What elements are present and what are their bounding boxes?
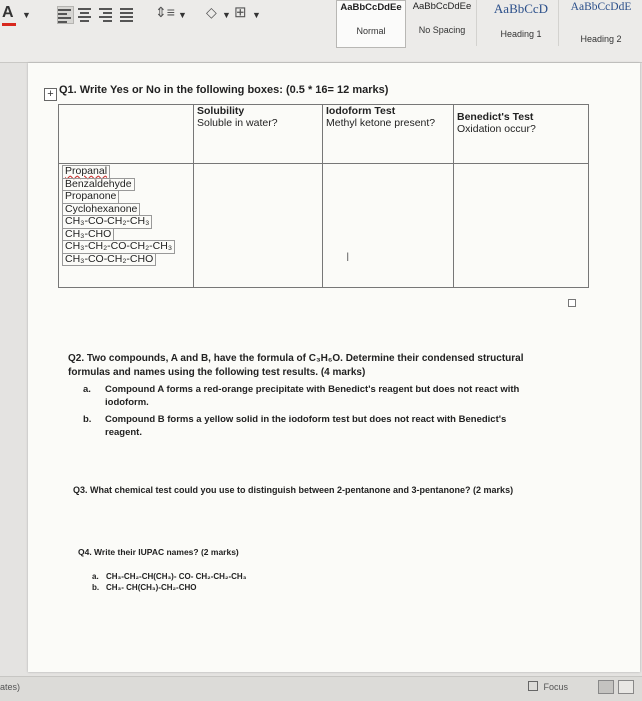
shading-icon[interactable]: ◇ [206, 4, 217, 20]
style-heading-2-label: Heading 2 [580, 34, 622, 44]
list-item-label: b. [83, 414, 92, 425]
style-normal-label: Normal [356, 26, 386, 36]
header-iodoform-sub: Methyl ketone present? [326, 117, 436, 129]
header-cell-solubility[interactable] [194, 105, 323, 164]
web-layout-view-button[interactable] [618, 680, 634, 694]
list-item [83, 413, 543, 439]
header-benedict-sub: Oxidation occur? [457, 123, 536, 135]
header-cell-iodoform[interactable] [323, 105, 454, 164]
style-no-spacing-sample: AaBbCcDdEe [412, 1, 472, 12]
answer-table[interactable] [58, 104, 589, 288]
focus-button[interactable] [528, 681, 568, 692]
borders-icon[interactable]: ⊞ [234, 4, 247, 21]
table-header-row [59, 105, 589, 164]
font-color-icon: A [2, 4, 14, 21]
question-3-title: Q3. What chemical test could you use to distinguish between 2-pentanone and 3-pentanone? (2 marks) [73, 485, 514, 495]
header-benedict-title: Benedict's Test [457, 111, 534, 123]
font-color-button[interactable] [2, 4, 14, 22]
line-spacing-icon[interactable]: ⇕≡ [155, 4, 175, 20]
justify-button[interactable] [120, 6, 135, 22]
list-item [92, 582, 246, 593]
question-4-list [92, 571, 246, 593]
compound-item: Cyclohexanone [62, 203, 140, 217]
header-solubility-sub: Soluble in water? [197, 117, 278, 129]
header-cell-benedict[interactable] [454, 105, 589, 164]
style-no-spacing-label: No Spacing [418, 25, 466, 35]
list-item-label: b. [92, 583, 100, 592]
align-left-button[interactable] [57, 6, 74, 24]
list-item-text: Compound B forms a yellow solid in the iodoform test but does not react with Benedict's reagent. [105, 414, 507, 438]
list-item [92, 571, 246, 582]
document-page[interactable] [28, 63, 640, 672]
answer-cell-solubility[interactable] [194, 164, 323, 288]
align-center-button[interactable] [78, 6, 93, 22]
focus-icon [528, 681, 538, 691]
text-cursor-icon: I [346, 250, 350, 264]
line-spacing-chevron-icon[interactable]: ▼ [178, 10, 187, 20]
table-body-row [59, 164, 589, 288]
style-heading-1-label: Heading 1 [500, 29, 542, 39]
style-normal-sample: AaBbCcDdEe [340, 2, 402, 13]
answer-cell-benedict[interactable] [454, 164, 589, 288]
compound-item: Benzaldehyde [62, 178, 135, 192]
list-item-text: CH₃-CH₂-CH(CH₃)- CO- CH₂-CH₂-CH₃ [106, 572, 247, 581]
style-heading-1[interactable] [484, 0, 559, 46]
style-heading-2-sample: AaBbCcDdE [570, 1, 632, 13]
list-item-label: a. [92, 572, 99, 581]
question-4-title: Q4. Write their IUPAC names? (2 marks) [78, 547, 239, 557]
compound-item: Propanal [62, 165, 110, 179]
align-right-button[interactable] [99, 6, 114, 22]
header-solubility-title: Solubility [197, 105, 245, 117]
list-item [83, 383, 543, 409]
compound-list-cell[interactable] [59, 164, 194, 288]
borders-chevron-icon[interactable]: ▼ [252, 10, 261, 20]
font-color-swatch [2, 23, 16, 26]
focus-label: Focus [543, 682, 569, 692]
style-heading-1-sample: AaBbCcD [493, 1, 549, 16]
font-color-dropdown-chevron-icon[interactable]: ▼ [22, 10, 31, 20]
compound-item: CH₃-CHO [62, 228, 114, 242]
table-move-handle-icon[interactable]: + [44, 88, 57, 101]
question-1-title: Q1. Write Yes or No in the following boxes: (0.5 * 16= 12 marks) [59, 84, 389, 96]
shading-chevron-icon[interactable]: ▼ [222, 10, 231, 20]
question-2-list [83, 383, 543, 443]
header-iodoform-title: Iodoform Test [326, 105, 396, 117]
ribbon-toolbar [0, 0, 642, 63]
answer-cell-iodoform[interactable] [323, 164, 454, 288]
print-layout-view-button[interactable] [598, 680, 614, 694]
question-2-title: Q2. Two compounds, A and B, have the formula of C₃H₆O. Determine their condensed structural formulas and names using the following test results. (4 marks) [68, 353, 524, 378]
compound-item: CH₃-CH₂-CO-CH₂-CH₃ [62, 240, 175, 254]
list-item-text: CH₃- CH(CH₃)-CH₂-CHO [106, 583, 197, 592]
compound-item: CH₃-CO-CH₂-CHO [62, 253, 156, 267]
list-item-label: a. [83, 384, 91, 395]
style-no-spacing[interactable] [408, 0, 477, 46]
compound-item: CH₃-CO-CH₂-CH₃ [62, 215, 152, 229]
compound-item: Propanone [62, 190, 119, 204]
style-normal[interactable] [336, 0, 406, 48]
table-resize-handle-icon[interactable] [568, 299, 576, 307]
header-cell-blank[interactable] [59, 105, 194, 164]
status-left-text: ates) [0, 682, 21, 692]
list-item-text: Compound A forms a red-orange precipitate with Benedict's reagent but does not react with iodoform. [105, 384, 520, 408]
style-heading-2[interactable] [562, 0, 640, 46]
status-bar [0, 676, 642, 701]
